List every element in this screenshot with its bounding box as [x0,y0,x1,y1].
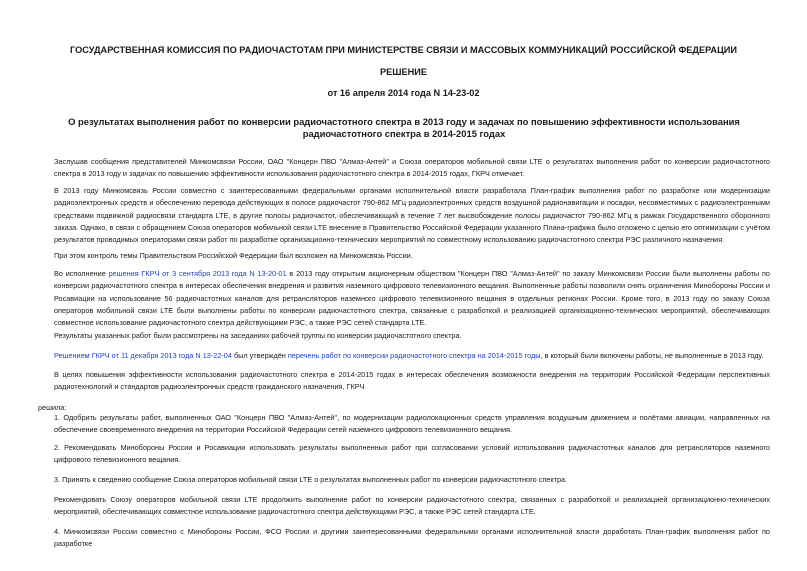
paragraph-plan-schedule: В 2013 году Минкомсвязь России совместно с заинтересованными федеральными органами исполнительной власти разработала План-график выполнения работ по разработке или модернизации радиоэлектронных средств и обеспечению перевода действующих в полосе радиочастот 790-862 МГц радиоэлектронных средств воздушной радионавигации и посадки, несовместимых с радиоэлектронными средствами подвижной радиосвязи стандарта LTE, в другие полосы радиочастот, обеспечивающий в течение 7 лет высвобождение полосы радиочастот 790-862 МГц в рамках Государственного оборонного заказа. Однако, в связи с обращением Союза операторов мобильной связи LTE внесение в Правительство Российской Федерации указанного Плана-графика было отложено с целью его оптимизации с учётом результатов проводимых операторами связи работ по разработке организационно-технических мероприятий по совместному использованию радиочастотного спектра РЭС различного назначения. [54,186,770,245]
document-subject: О результатах выполнения работ по конверсии радиочастотного спектра в 2013 году и задачах по повышению эффективности использования радиочастотного спектра в 2014-2015 годах [68,116,740,139]
paragraph-working-group: Результаты указанных работ были рассмотрены на заседаниях рабочей группы по конверсии радиочастотного спектра. [54,331,462,340]
resolution-item-1: 1. Одобрить результаты работ, выполненных ОАО "Концерн ПВО "Алмаз-Антей", по модернизации радиолокационных средств управления воздушным движением и полётами авиации, направленных на обеспечение своевременного внедрения на территории Российской Федерации сетей наземного цифрового телевизионного вещания. [54,413,770,435]
paragraph-approved-list [54,350,770,362]
paragraph-control: При этом контроль темы Правительством Российской Федерации был возложен на Минкомсвязь России. [54,251,413,260]
resolution-item-2: 2. Рекомендовать Минобороны России и Росавиации использовать результаты выполненных работ при согласовании условий использования радиочастотных каналов для ретрансляторов наземного цифрового телевизионного вещания. [54,443,770,465]
document-type-heading: РЕШЕНИЕ [380,67,427,77]
link-conversion-works-list[interactable]: перечень работ по конверсии радиочастотного спектра на 2014-2015 годы [287,351,541,360]
paragraph-execution [54,268,770,329]
link-decision-13-22-04[interactable]: Решением ГКРЧ от 11 декабря 2013 года N 13-22-04 [54,351,232,360]
document-date-number: от 16 апреля 2014 года N 14-23-02 [327,88,480,98]
resolution-item-3: 3. Принять к сведению сообщение Союза операторов мобильной связи LTE о результатах выполненных работ по конверсии радиочастотного спектра. [54,475,568,484]
resolution-item-4: 4. Минкомсвязи России совместно с Минобороны России, ФСО России и другими заинтересованными федеральными органами исполнительной власти доработать План-график выполнения работ по разработке [54,527,770,549]
paragraph-intro: Заслушав сообщения представителей Минкомсвязи России, ОАО "Концерн ПВО "Алмаз-Антей" и Союза операторов мобильной связи LTE о результатах выполнения работ по конверсии радиочастотного спектра в 2013 году и задачах по повышению эффективности использования радиочастотного спектра в 2014-2015 годах, ГКРЧ отмечает. [54,157,770,179]
link-decision-13-20-01[interactable]: решения ГКРЧ от 3 сентября 2013 года N 13-20-01 [108,269,287,278]
paragraph-execution-lead: Во исполнение [54,269,109,278]
issuing-body-heading: ГОСУДАРСТВЕННАЯ КОМИССИЯ ПО РАДИОЧАСТОТАМ ПРИ МИНИСТЕРСТВЕ СВЯЗИ И МАССОВЫХ КОММУНИКАЦИЙ РОССИЙСКОЙ ФЕДЕРАЦИИ [70,45,737,55]
paragraph-approved-list-mid: был утверждён [231,351,288,360]
resolution-heading: решила: [38,403,67,412]
paragraph-approved-list-tail: , в который были включены работы, не выполненные в 2013 году. [540,351,764,360]
paragraph-execution-body: в 2013 году открытым акционерным обществом "Концерн ПВО "Алмаз-Антей" по заказу Минкомсвязи России были выполнены работы по конверсии радиочастотного спектра в интересах обеспечения внедрения и развития наземного цифрового телевизионного вещания. Выполненные работы позволили снять ограничения Минобороны России и Росавиации на использование 56 радиочастотных каналов для ретрансляторов наземного цифрового телевизионного вещания в отдельных регионах России. Кроме того, в 2013 году по заказу Союза операторов мобильной связи LTE были выполнены работы по конверсии радиочастотного спектра, связанные с разработкой и реализацией организационно-технических мероприятий, обеспечивающих совместное использование радиочастотного спектра действующими РЭС, а также РЭС сетей стандарта LTE. [54,269,770,328]
resolution-item-3-recommendation: Рекомендовать Союзу операторов мобильной связи LTE продолжить выполнение работ по конверсии радиочастотного спектра, связанных с разработкой и реализацией организационно-технических мероприятий, обеспечивающих совместное использование радиочастотного спектра действующими РЭС, а также РЭС сетей стандарта LTE. [54,495,770,517]
paragraph-purpose: В целях повышения эффективности использования радиочастотного спектра в 2014-2015 годах в интересах обеспечения возможности внедрения на территории Российской Федерации перспективных радиотехнологий и стандартов радиоэлектронных средств гражданского назначения, ГКРЧ [54,370,770,392]
